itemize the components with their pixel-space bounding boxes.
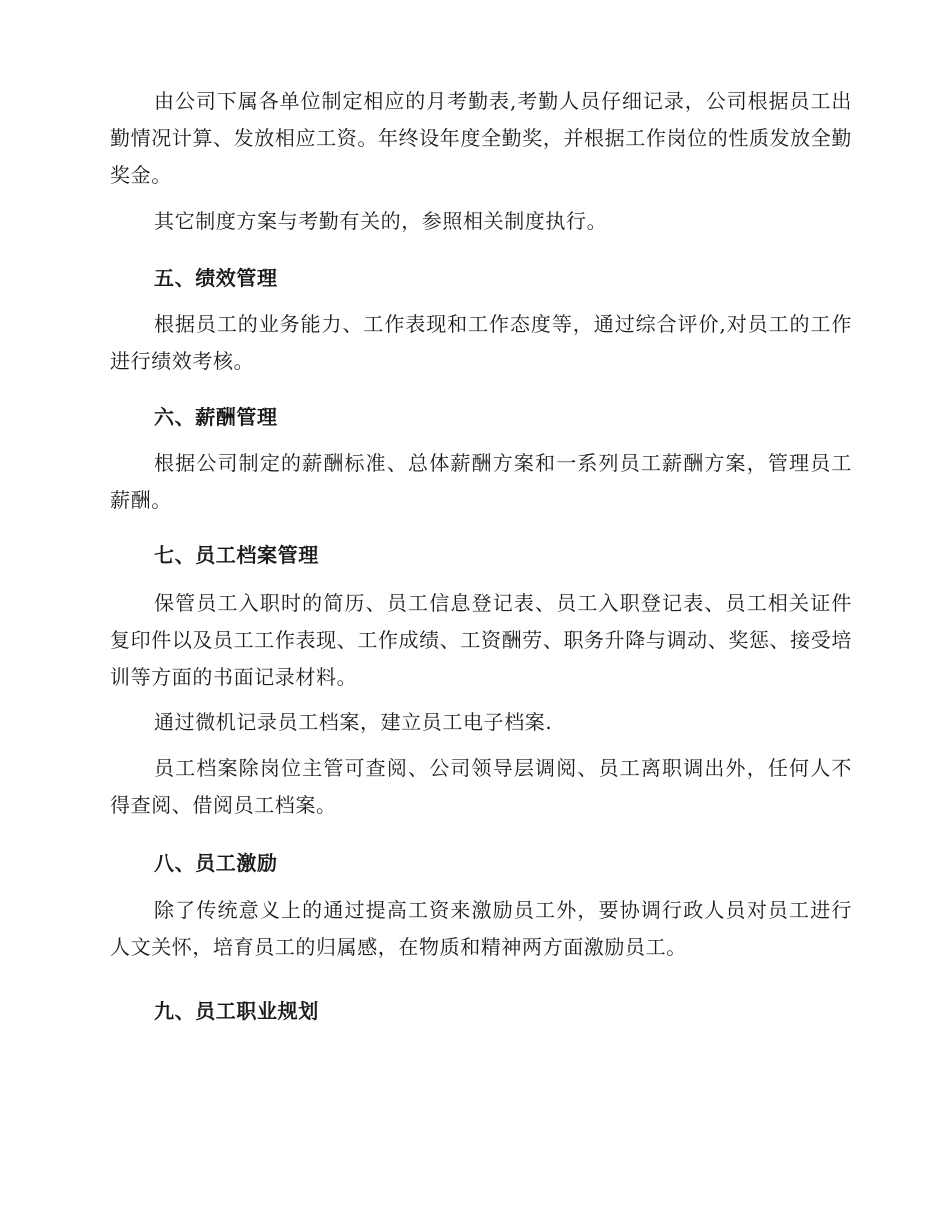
compensation-paragraph-1: 根据公司制定的薪酬标准、总体薪酬方案和一系列员工薪酬方案，管理员工薪酬。 [110,451,852,512]
attendance-paragraph-2: 其它制度方案与考勤有关的，参照相关制度执行。 [154,209,608,233]
records-paragraph-3: 员工档案除岗位主管可查阅、公司领导层调阅、员工离职调出外，任何人不得查阅、借阅员工档案。 [110,756,852,817]
records-paragraph-1: 保管员工入职时的简历、员工信息登记表、员工入职登记表、员工相关证件复印件以及员工工作表现、工作成绩、工资酬劳、职务升降与调动、奖惩、接受培训等方面的书面记录材料。 [110,591,852,689]
section-heading-performance: 五、绩效管理 [154,266,278,290]
section-heading-career: 九、员工职业规划 [154,999,319,1023]
performance-paragraph-1: 根据员工的业务能力、工作表现和工作态度等，通过综合评价,对员工的工作进行绩效考核。 [110,312,852,373]
section-heading-compensation: 六、薪酬管理 [154,405,278,429]
section-heading-motivation: 八、员工激励 [154,851,278,875]
motivation-paragraph-1: 除了传统意义上的通过提高工资来激励员工外，要协调行政人员对员工进行人文关怀，培育员工的归属感，在物质和精神两方面激励员工。 [110,898,852,959]
records-paragraph-2: 通过微机记录员工档案，建立员工电子档案. [154,710,553,734]
section-heading-records: 七、员工档案管理 [154,543,319,567]
attendance-paragraph-1: 由公司下属各单位制定相应的月考勤表,考勤人员仔细记录，公司根据员工出勤情况计算、发放相应工资。年终设年度全勤奖，并根据工作岗位的性质发放全勤奖金。 [110,89,852,187]
